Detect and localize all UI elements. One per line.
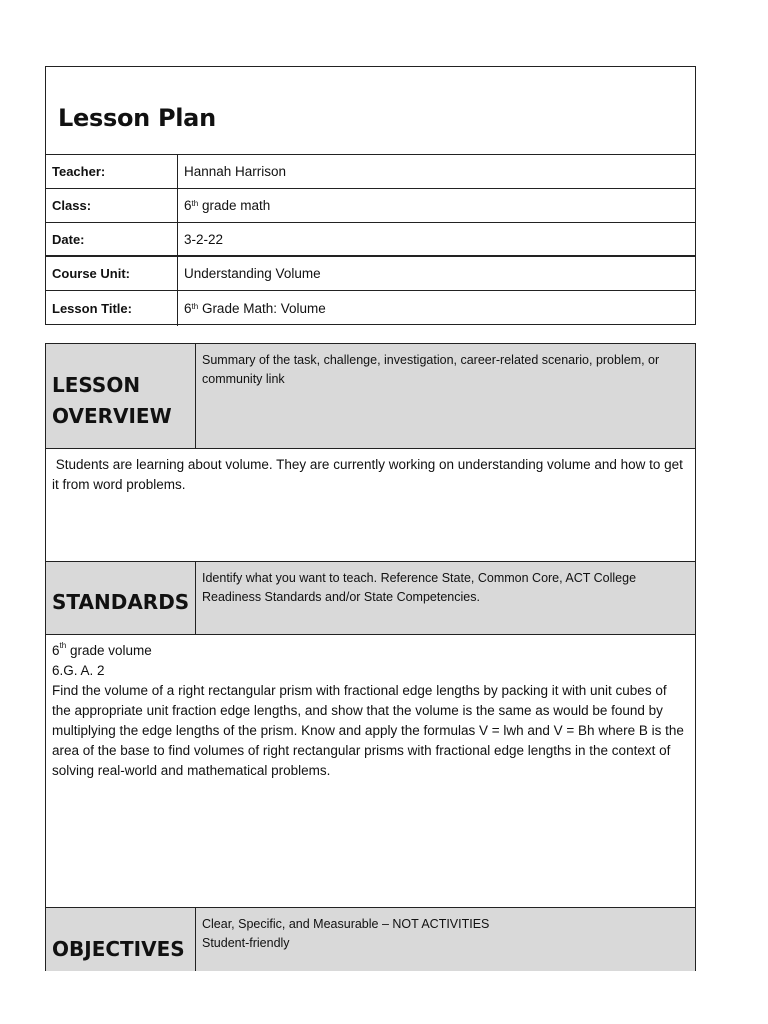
standards-heading: STANDARDS bbox=[52, 590, 190, 614]
class-value: 6 $^{th}$ grade math bbox=[184, 198, 271, 213]
lesson-overview-description: Summary of the task, challenge, investigation, career-related scenario, problem, or community link bbox=[202, 353, 660, 386]
standards-line-1-rest: grade volume bbox=[66, 643, 152, 658]
objectives-description-line-1: Clear, Specific, and Measurable – NOT ACTIVITIES bbox=[202, 917, 490, 931]
date-value: 3-2-22 bbox=[184, 231, 224, 247]
page-title: Lesson Plan bbox=[58, 104, 216, 132]
title-row bbox=[46, 67, 695, 155]
teacher-value: Hannah Harrison bbox=[184, 164, 287, 179]
objectives-description bbox=[196, 908, 695, 971]
lesson-overview-heading: LESSON OVERVIEW bbox=[52, 373, 172, 428]
objectives-heading: OBJECTIVES bbox=[52, 937, 185, 961]
standards-body bbox=[46, 635, 695, 908]
lesson-title-row bbox=[46, 291, 695, 326]
standards-description: Identify what you want to teach. Reference State, Common Core, ACT College Readiness Standards and/or State Competencies. bbox=[202, 571, 637, 604]
lesson-info-table bbox=[45, 66, 696, 325]
lesson-title-label: Lesson Title: bbox=[46, 291, 178, 326]
objectives-description-line-2: Student-friendly bbox=[202, 936, 290, 950]
course-unit-value: Understanding Volume bbox=[184, 266, 321, 281]
standards-line-1-num: 6 bbox=[52, 643, 60, 658]
standards-line-1 bbox=[52, 641, 689, 661]
course-unit-label: Course Unit: bbox=[46, 257, 178, 290]
lesson-sections-table bbox=[45, 343, 696, 971]
standards-line-2: 6.G. A. 2 bbox=[52, 663, 105, 678]
standards-paragraph: Find the volume of a right rectangular prism with fractional edge lengths by packing it with unit cubes of the appropriate unit fraction edge lengths, and show that the volume is the same as would be found by multiplying the edge lengths of the prism. Know and apply the formulas V = lwh and V = Bh where B is the area of the base to find volumes of right rectangular prisms with fractional edge lengths in the context of solving real-world and mathematical problems. bbox=[52, 683, 684, 778]
date-row bbox=[46, 223, 695, 257]
lesson-value-rest: Grade Math: Volume bbox=[198, 301, 326, 316]
course-unit-row bbox=[46, 257, 695, 291]
lesson-overview-header bbox=[46, 344, 695, 449]
class-value-rest: grade math bbox=[198, 198, 271, 213]
class-value-num: 6 bbox=[184, 198, 192, 213]
class-label: Class: bbox=[46, 189, 178, 222]
lesson-title-value: 6 $^{th}$ Grade Math: Volume bbox=[184, 301, 326, 316]
date-label: Date: bbox=[46, 223, 178, 255]
standards-label-cell bbox=[46, 562, 196, 634]
teacher-label: Teacher: bbox=[46, 155, 178, 188]
lesson-overview-body: Students are learning about volume. They are currently working on understanding volume and how to get it from word problems. bbox=[46, 449, 695, 562]
teacher-row bbox=[46, 155, 695, 189]
lesson-value-num: 6 bbox=[184, 301, 192, 316]
standards-header bbox=[46, 562, 695, 635]
objectives-header bbox=[46, 908, 695, 971]
objectives-label-cell bbox=[46, 908, 196, 971]
class-row bbox=[46, 189, 695, 223]
lesson-overview-label-cell bbox=[46, 344, 196, 448]
standards-line-1-sup: th bbox=[59, 640, 67, 650]
